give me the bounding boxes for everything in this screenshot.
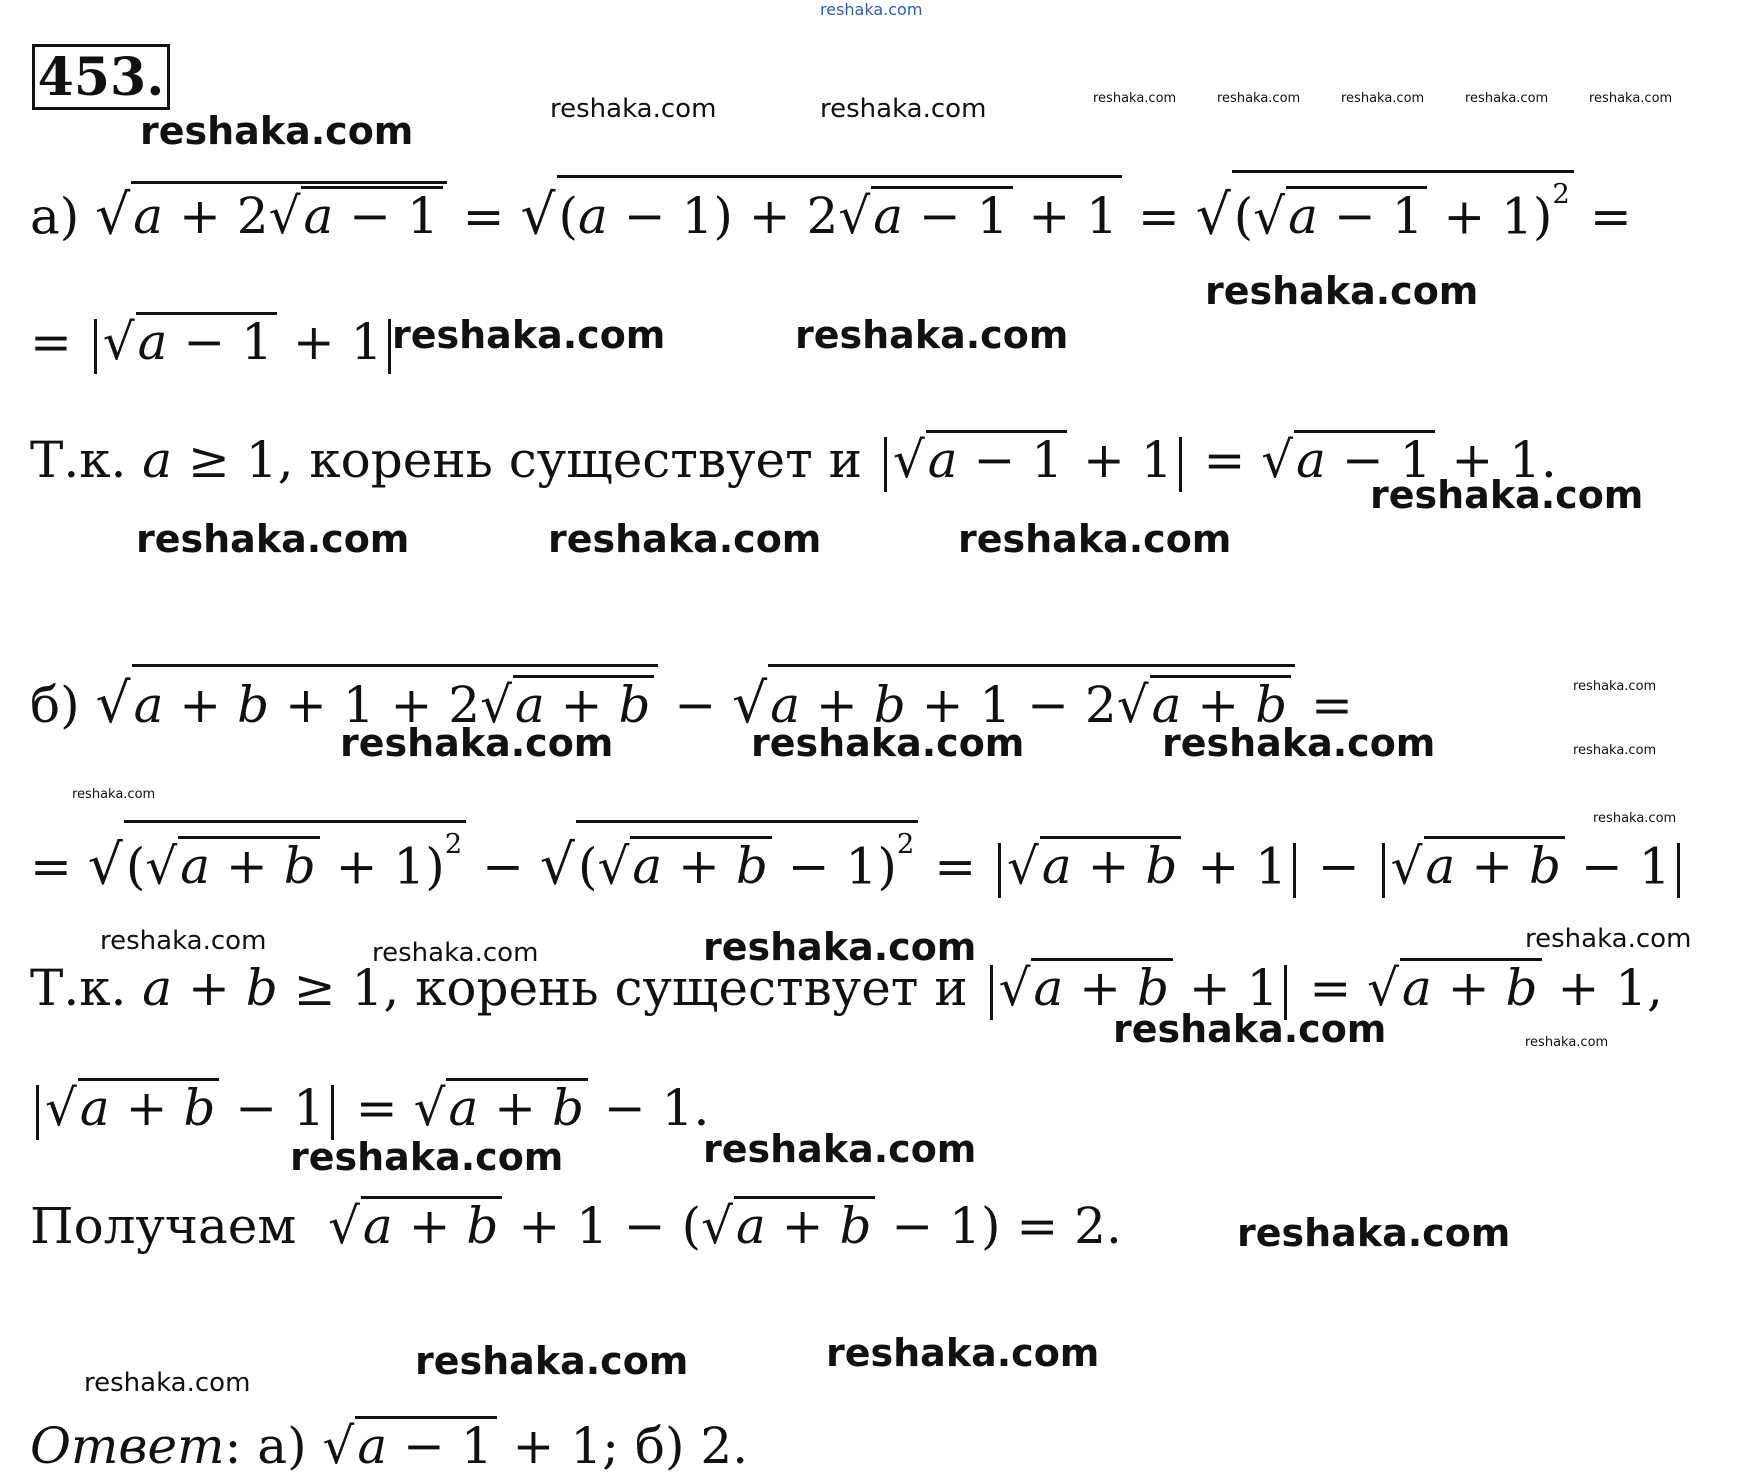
watermark: reshaka.com (1237, 1211, 1511, 1255)
watermark: reshaka.com (1113, 1007, 1387, 1051)
solution-line-b1: б) √a + b + 1 + 2√a + b − √a + b + 1 − 2√a + b = (30, 664, 1353, 731)
watermark: reshaka.com (548, 517, 822, 561)
watermark: reshaka.com (140, 109, 414, 153)
answer-line: Ответ: а) √a − 1 + 1; б) 2. (30, 1417, 749, 1475)
watermark: reshaka.com (751, 721, 1025, 765)
watermark: reshaka.com (1341, 91, 1425, 106)
solution-line-b3: Т.к. a + b ≥ 1, корень существует и √a + b + 1 = √a + b + 1, (30, 958, 1663, 1020)
watermark: reshaka.com (290, 1135, 564, 1179)
watermark: reshaka.com (1589, 91, 1673, 106)
watermark: reshaka.com (703, 1127, 977, 1171)
solution-line-a2: = √a − 1 + 1 (30, 312, 397, 374)
watermark: reshaka.com (84, 1368, 251, 1398)
watermark: reshaka.com (340, 721, 614, 765)
watermark: reshaka.com (100, 926, 267, 956)
watermark: reshaka.com (136, 517, 410, 561)
watermark-top: reshaka.com (820, 0, 923, 19)
watermark: reshaka.com (1465, 91, 1549, 106)
watermark: reshaka.com (826, 1331, 1100, 1375)
watermark: reshaka.com (958, 517, 1232, 561)
watermark: reshaka.com (795, 313, 1069, 357)
watermark: reshaka.com (1217, 91, 1301, 106)
watermark: reshaka.com (820, 94, 987, 124)
problem-number: 453. (32, 44, 170, 110)
solution-line-b4: √a + b − 1 = √a + b − 1. (30, 1078, 709, 1140)
watermark: reshaka.com (1573, 743, 1657, 758)
watermark: reshaka.com (1593, 811, 1677, 826)
watermark: reshaka.com (550, 94, 717, 124)
watermark: reshaka.com (1370, 473, 1644, 517)
watermark: reshaka.com (372, 938, 539, 968)
solution-line-a3: Т.к. a ≥ 1, корень существует и √a − 1 + 1 = √a − 1 + 1. (30, 430, 1557, 492)
watermark: reshaka.com (1525, 1035, 1609, 1050)
watermark: reshaka.com (72, 787, 156, 802)
answer-label: Ответ (30, 1417, 225, 1475)
solution-line-b2: = $√(√a + b + 1)^2 - √(√a + b - 1)^2 = √a + b + 1 - √a + b - 1$ (30, 820, 1686, 898)
watermark: reshaka.com (392, 313, 666, 357)
watermark: reshaka.com (1573, 679, 1657, 694)
solution-line-result: Получаем √a + b + 1 − (√a + b − 1) = 2. (30, 1197, 1122, 1255)
solution-line-a1: а) $√a + 2√a - 1 = √(a - 1) + 2√a - 1 + 1 = √(√a - 1 + 1)^2$ = (30, 170, 1632, 242)
watermark: reshaka.com (1205, 269, 1479, 313)
watermark: reshaka.com (1093, 91, 1177, 106)
watermark: reshaka.com (1162, 721, 1436, 765)
watermark: reshaka.com (415, 1339, 689, 1383)
watermark: reshaka.com (703, 925, 977, 969)
watermark: reshaka.com (1525, 924, 1692, 954)
